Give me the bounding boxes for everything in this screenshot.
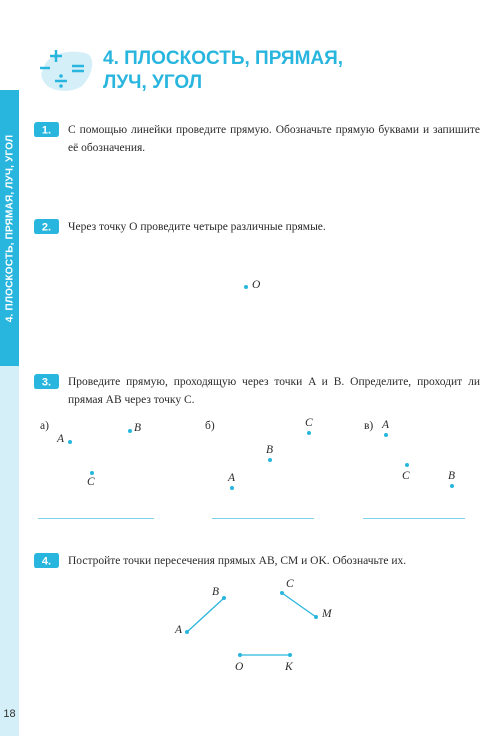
point-k [288,653,292,657]
point-o-label: O [252,279,261,291]
task-1-text: С помощью линейки проведите прямую. Обозначьте прямую буквами и запишите её обозначения. [68,124,480,154]
part-a-label: а) [40,420,49,432]
task-4-label-k: K [285,661,293,673]
part-c-point-c-label: C [402,470,410,482]
segment-cm [282,593,316,617]
side-running-title: 4. ПЛОСКОСТЬ, ПРЯМАЯ, ЛУЧ, УГОЛ [4,134,16,323]
part-a-point-b-label: B [134,422,142,434]
point-o4 [238,653,242,657]
task-4-label-o: O [235,661,244,673]
point-m [314,615,318,619]
task-3-text: Проведите прямую, проходящую через точки A и B. Определите, проходит ли прямая AB через точку C. [68,376,480,406]
part-b-point-c-label: C [305,417,313,429]
task-4-label-b: B [212,586,220,598]
task-4-label-a: A [175,624,183,636]
page-number: 18 [3,708,16,720]
point-a [185,630,189,634]
point-c [280,591,284,595]
chapter-title-line-1: 4. ПЛОСКОСТЬ, ПРЯМАЯ, [103,48,344,69]
task-2-text: Через точку O проведите четыре различные прямые. [68,221,326,233]
task-4-number: 4. [41,555,52,568]
chapter-title-line-2: ЛУЧ, УГОЛ [103,72,203,93]
part-c-point-a-label: A [382,419,390,431]
part-b-label: б) [205,420,215,432]
task-2-number: 2. [41,221,52,234]
task-4-label-m: M [322,608,332,620]
part-b-point-a-label: A [228,472,236,484]
task-4-label-c: C [286,578,294,590]
task-4-text: Постройте точки пересечения прямых AB, CM и OK. Обозначьте их. [68,555,407,567]
part-c-point-b-label: B [448,470,456,482]
part-c-label: в) [364,420,374,432]
part-a-point-a-label: A [57,433,65,445]
task-1-number: 1. [41,124,52,137]
part-a-point-c-label: C [87,476,95,488]
task-3-number: 3. [41,376,52,389]
point-b [222,596,226,600]
part-b-point-b-label: B [266,444,274,456]
segment-ab [187,598,224,632]
